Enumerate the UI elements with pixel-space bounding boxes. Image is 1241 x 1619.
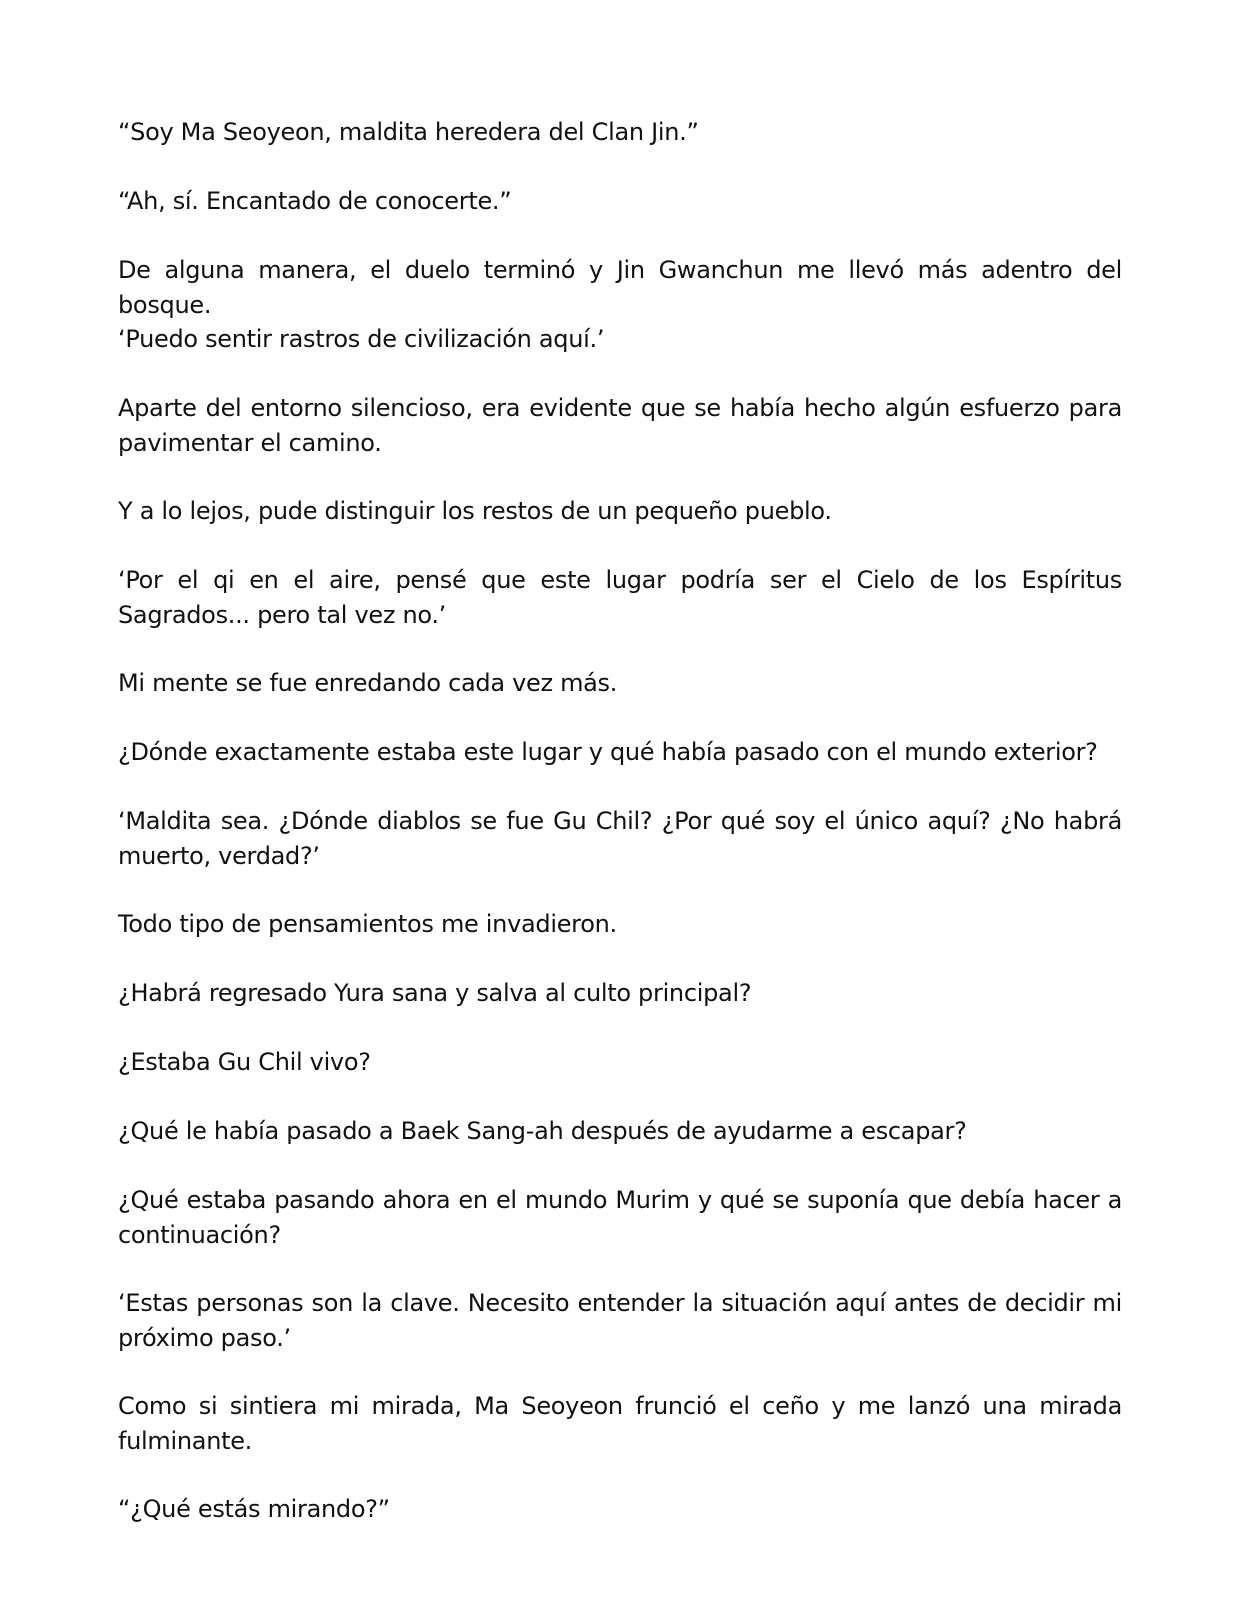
paragraph-4: ‘Puedo sentir rastros de civilización aquí.’: [118, 325, 605, 353]
paragraph-8: Mi mente se fue enredando cada vez más.: [118, 669, 618, 697]
paragraph-14: ¿Qué le había pasado a Baek Sang-ah después de ayudarme a escapar?: [118, 1117, 967, 1145]
paragraph-11: Todo tipo de pensamientos me invadieron.: [118, 910, 617, 938]
paragraph-3: De alguna manera, el duelo terminó y Jin Gwanchun me llevó más adentro del bosque.: [118, 256, 1122, 319]
paragraph-2: “Ah, sí. Encantado de conocerte.”: [118, 187, 512, 215]
paragraph-7: ‘Por el qi en el aire, pensé que este lugar podría ser el Cielo de los Espíritus Sagrados... pero tal vez no.’: [118, 566, 1122, 629]
paragraph-16: ‘Estas personas son la clave. Necesito entender la situación aquí antes de decidir mi próximo paso.’: [118, 1289, 1122, 1352]
paragraph-6: Y a lo lejos, pude distinguir los restos de un pequeño pueblo.: [118, 497, 832, 525]
paragraph-9: ¿Dónde exactamente estaba este lugar y qué había pasado con el mundo exterior?: [118, 738, 1098, 766]
paragraph-18: “¿Qué estás mirando?”: [118, 1495, 390, 1523]
paragraph-5: Aparte del entorno silencioso, era evidente que se había hecho algún esfuerzo para pavimentar el camino.: [118, 394, 1122, 457]
paragraph-12: ¿Habrá regresado Yura sana y salva al culto principal?: [118, 979, 752, 1007]
paragraph-10: ‘Maldita sea. ¿Dónde diablos se fue Gu Chil? ¿Por qué soy el único aquí? ¿No habrá muerto, verdad?’: [118, 807, 1122, 870]
paragraph-13: ¿Estaba Gu Chil vivo?: [118, 1048, 371, 1076]
paragraph-15: ¿Qué estaba pasando ahora en el mundo Murim y qué se suponía que debía hacer a continuación?: [118, 1186, 1122, 1249]
paragraph-17: Como si sintiera mi mirada, Ma Seoyeon frunció el ceño y me lanzó una mirada fulminante.: [118, 1392, 1122, 1455]
paragraph-1: “Soy Ma Seoyeon, maldita heredera del Clan Jin.”: [118, 118, 699, 146]
